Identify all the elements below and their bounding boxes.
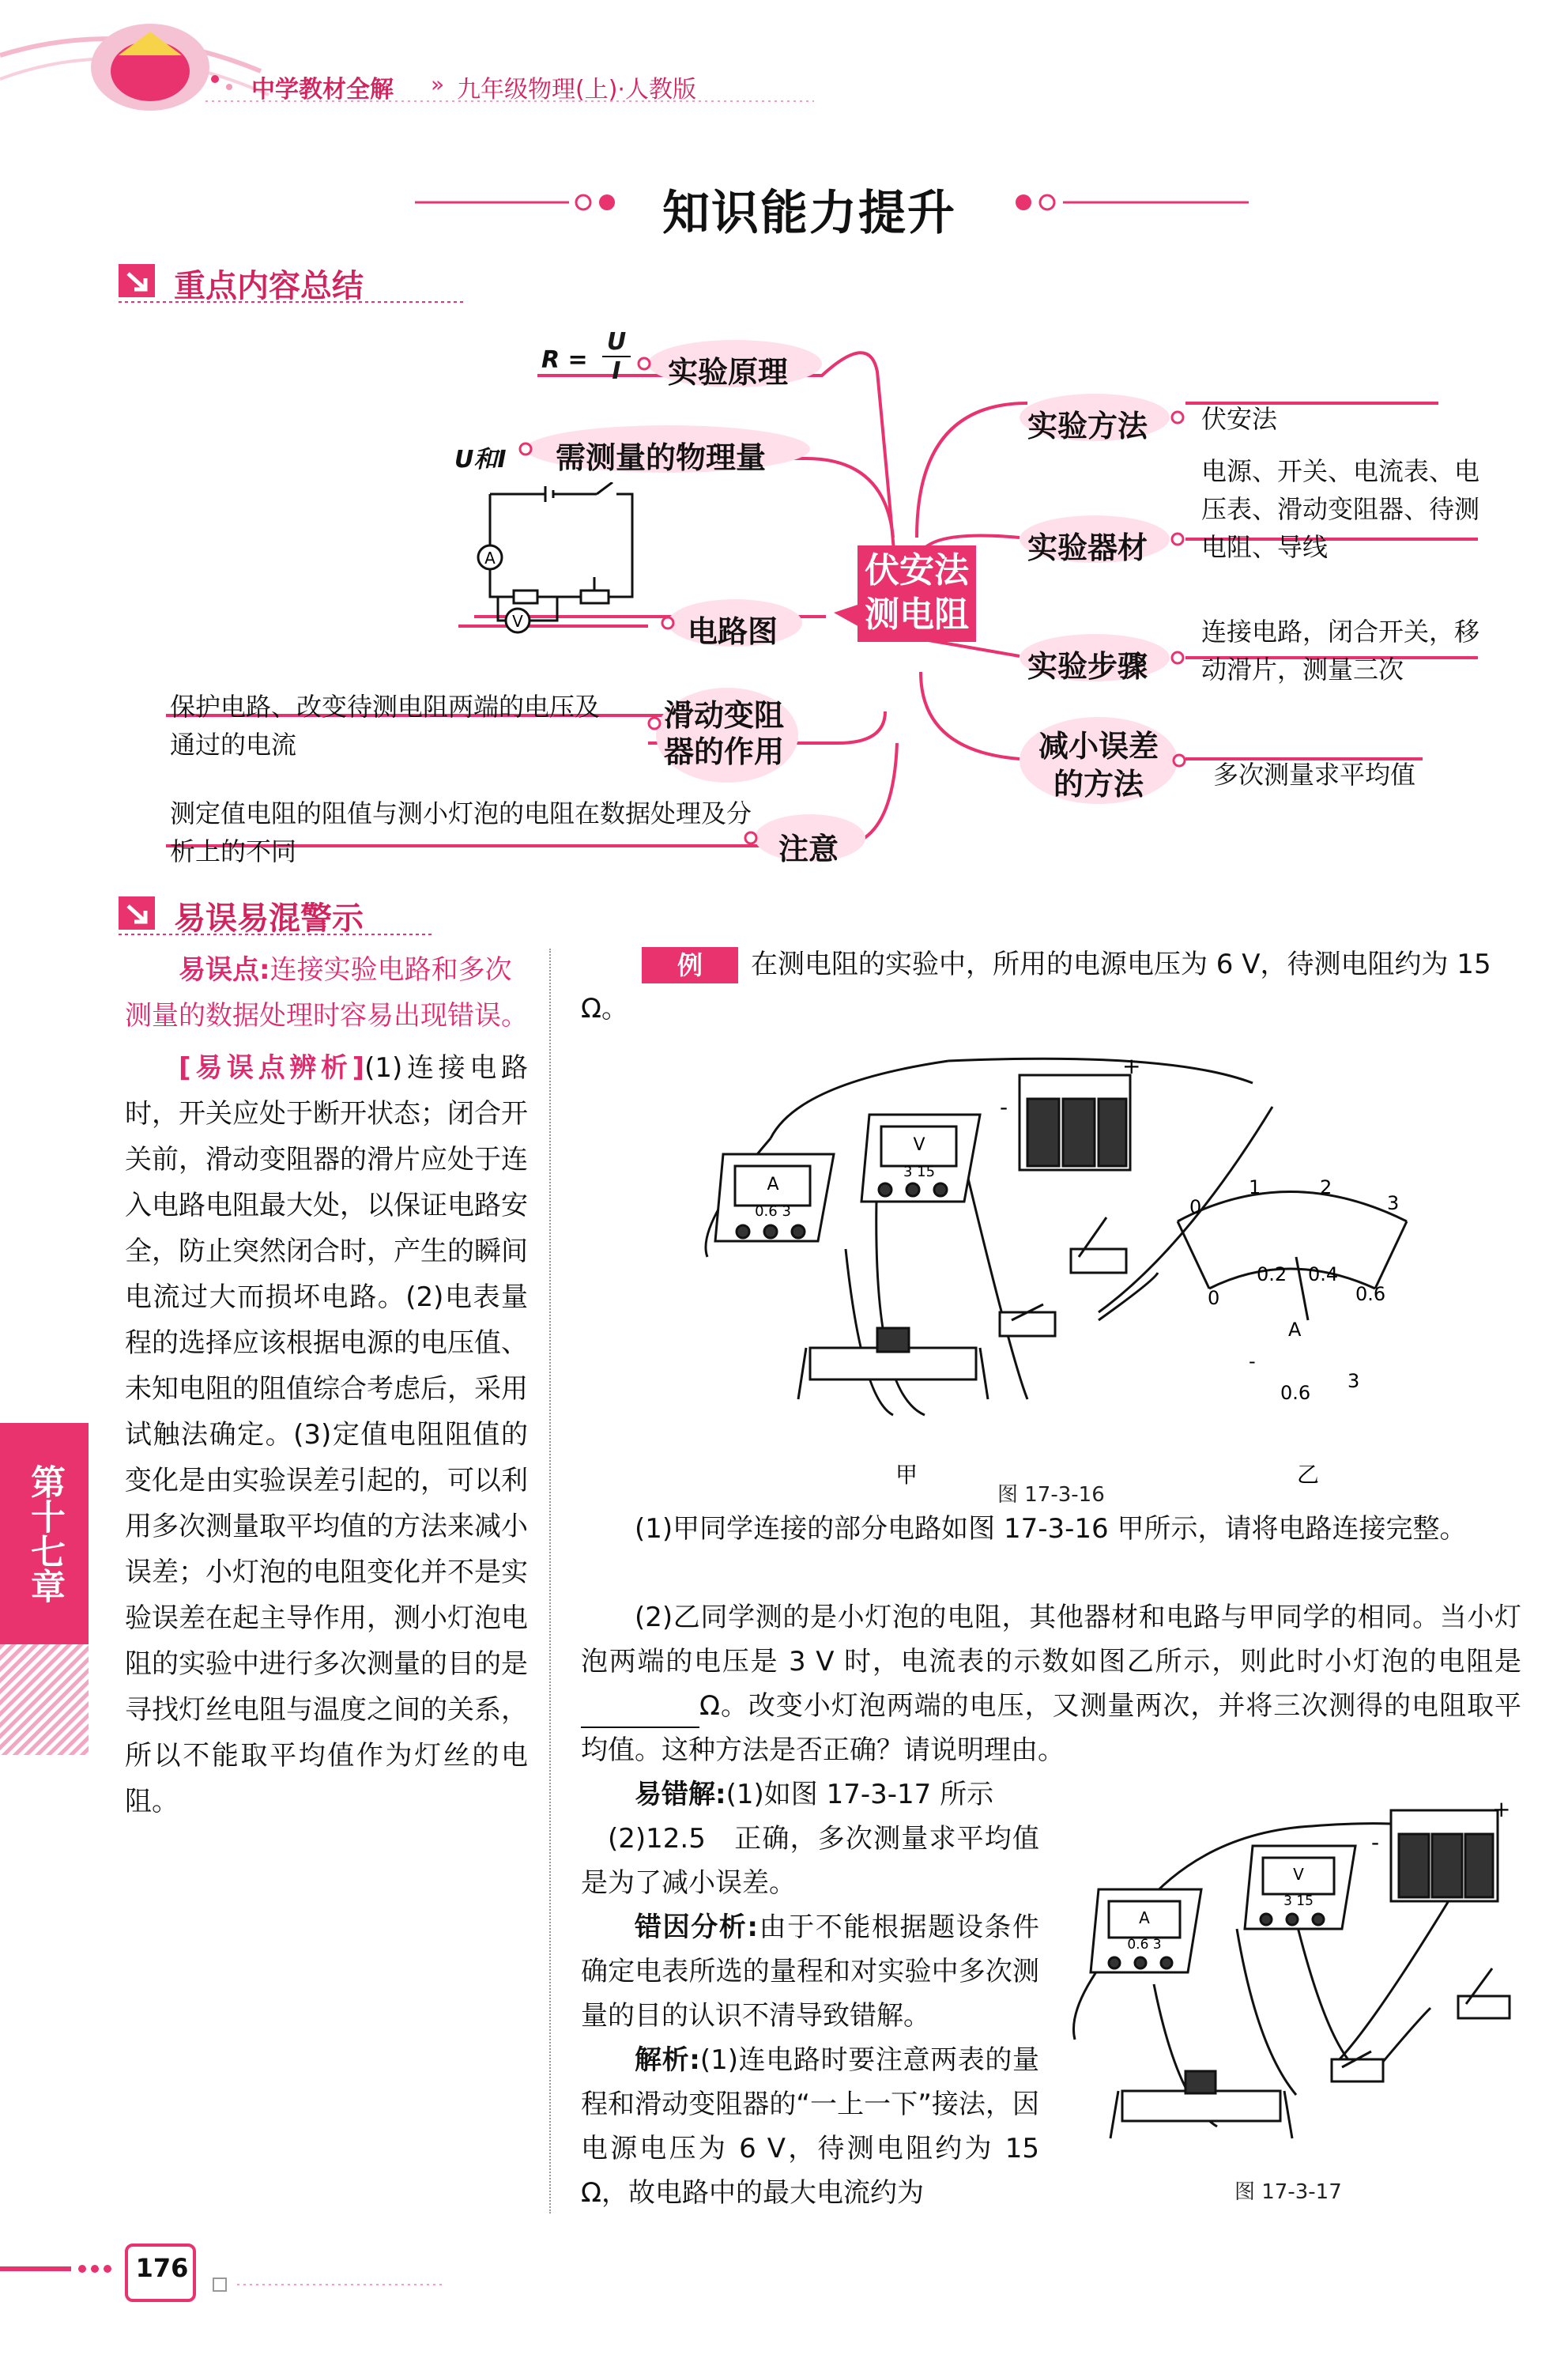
mistake-analysis-text: (1)连接电路时，开关应处于断开状态；闭合开关前，滑动变阻器的滑片应处于连入电路电阻最大处，以保证电路安全，防止突然闭合时，产生的瞬间电流过大而损坏电路。(2)电表量程的选择应该根据电源的电压值、未知电阻的阻值综合考虑后，采用试触法确定。(3)定值电阻阻值的变化是由实验误差引起的，可以利用多次测量取平均值的方法来减小误差；小灯泡的电阻变化并不是实验误差在起主导作用，测小灯泡电阻的实验中进行多次测量的目的是寻找灯丝电阻与温度之间的关系，所以不能取平均值作为灯丝的电阻。 [125,1052,529,1817]
wrong-answer-2: (2)12.5 正确，多次测量求平均值是为了减小误差。 [581,1823,1039,1899]
meter-top-0: 0 [1189,1196,1202,1218]
fig2-ammeter-label: A [1139,1908,1150,1927]
page-title: 知识能力提升 [662,186,956,241]
figure-17-3-17 [1059,1794,1549,2166]
fig2-caption: 图 17-3-17 [1234,2180,1342,2204]
node-rheostat [664,697,790,770]
formula-denominator: I [612,357,621,385]
meter-bottom-1: 0.2 [1257,1263,1287,1285]
chapter-tab-label: 第十七章 [0,1423,89,1644]
leaf-steps: 连接电路，闭合开关，移动滑片，测量三次 [1201,617,1480,685]
ammeter-label: A [767,1175,779,1194]
node-reduce-error [1035,727,1162,803]
footer-decoration [0,2237,1568,2332]
meter-terminal-minus: - [1249,1350,1256,1372]
formula-fraction [602,328,631,385]
voltmeter-symbol: V [512,612,523,631]
ammeter-scale: 0.6 3 [755,1203,791,1220]
example-intro-text: 在测电阻的实验中，所用的电源电压为 6 V，待测电阻约为 15 Ω。 [581,949,1491,1025]
meter-bottom-0: 0 [1208,1287,1220,1309]
fig2-battery-plus: + [1492,1796,1511,1822]
question-2-text-b: Ω。改变小灯泡两端的电压，又测量两次，并将三次测得的电阻取平均值。这种方法是否正确？请说明理由。 [581,1690,1521,1766]
wrong-answer [581,1772,1039,2215]
meter-top-1: 1 [1249,1176,1261,1198]
mistake-point [125,947,528,1039]
section-warning-title: 易误易混警示 [174,900,364,937]
meter-top-2: 2 [1320,1176,1332,1198]
meter-terminal-3: 3 [1348,1370,1360,1392]
meter-top-3: 3 [1387,1192,1400,1214]
fig2-voltmeter-scale: 3 15 [1283,1893,1314,1909]
question-2 [581,1595,1521,1772]
mistake-analysis [125,1045,528,1825]
question-2-text-a: (2)乙同学测的是小灯泡的电阻，其他器材和电路与甲同学的相同。当小灯泡两端的电压是 3 V 时，电流表的示数如图乙所示，则此时小灯泡的电阻是 [581,1602,1521,1677]
fig1-label-a: 甲 [895,1462,918,1488]
node-steps: 实验步骤 [1027,649,1148,684]
node-rheostat-text: 滑动变阻器的作用 [664,698,785,769]
header-bar [0,0,1568,119]
leaf-quantities: U和I [454,446,507,474]
meter-bottom-3: 0.6 [1355,1283,1386,1305]
arrow-icon [119,264,158,300]
mistake-point-text: 连接实验电路和多次测量的数据处理时容易出现错误。 [125,954,528,1032]
battery-plus: + [1122,1053,1141,1079]
mistake-point-label: 易误点: [179,954,270,986]
header-series: 中学教材全解 [251,76,394,104]
mindmap-center [858,545,976,642]
mindmap-center-line1: 伏安法 [865,550,969,591]
header-decoration [0,0,1568,119]
column-divider [549,949,551,2213]
wrong-answer-label: 易错解: [635,1779,726,1810]
left-column [125,947,528,1825]
example-intro [581,942,1521,1031]
figure-17-3-16 [680,1051,1470,1494]
node-method: 实验方法 [1027,409,1148,443]
ammeter-symbol: A [484,549,496,568]
wrong-answer-1: (1)如图 17-3-17 所示 [726,1779,994,1810]
meter-label: A [1288,1319,1302,1341]
meter-terminal-0.6: 0.6 [1280,1382,1311,1404]
fig2-ammeter-scale: 0.6 3 [1127,1937,1162,1953]
leaf-equipment: 电源、开关、电流表、电压表、滑动变阻器、待测电阻、导线 [1201,456,1480,562]
example-badge-label: 例 [677,950,703,980]
node-circuit: 电路图 [688,614,778,649]
node-quantities: 需测量的物理量 [556,440,767,475]
question-1-text: (1)甲同学连接的部分电路如图 17-3-16 甲所示，请将电路连接完整。 [635,1513,1467,1545]
battery-minus: - [1000,1094,1008,1120]
question-1 [581,1507,1521,1551]
voltmeter-label: V [913,1135,925,1155]
leaf-note: 测定值电阻的阻值与测小灯泡的电阻在数据处理及分析上的不同 [170,798,752,866]
fig1-caption: 图 17-3-16 [997,1483,1105,1507]
cause-text: 由于不能根据题设条件确定电表所选的量程和对实验中多次测量的目的认识不清导致错解。 [581,1911,1039,2032]
answer-blank[interactable] [581,1700,699,1728]
header-grade: 九年级物理(上)·人教版 [457,76,696,104]
mindmap-center-line2: 测电阻 [865,594,969,635]
mistake-analysis-label: [易误点辨析] [179,1052,365,1084]
node-note: 注意 [778,832,839,866]
formula-lhs: R = [541,346,588,374]
node-principle: 实验原理 [668,355,789,390]
page-number: 176 [135,2253,189,2283]
node-reduce-error-text: 减小误差的方法 [1038,729,1159,802]
leaf-method: 伏安法 [1201,404,1278,434]
node-equipment: 实验器材 [1027,530,1148,565]
circuit-diagram [466,482,656,648]
leaf-reduce-error: 多次测量求平均值 [1213,760,1416,790]
meter-bottom-2: 0.4 [1308,1263,1339,1285]
formula-numerator: U [602,328,631,357]
chapter-tab [0,1423,89,1755]
section-underline [119,931,474,947]
fig2-battery-minus: - [1371,1829,1380,1855]
arrow-icon [119,896,158,933]
chapter-tab-stripes [0,1644,89,1755]
cause-label: 错因分析: [635,1911,758,1943]
fig1-label-b: 乙 [1296,1462,1320,1488]
leaf-rheostat: 保护电路、改变待测电阻两端的电压及通过的电流 [170,692,601,760]
chevron-right-icon: » [431,71,445,97]
fig2-voltmeter-label: V [1293,1865,1304,1884]
section-summary-title: 重点内容总结 [174,268,364,304]
solution-text: (1)连电路时要注意两表的量程和滑动变阻器的“一上一下”接法，因电源电压为 6 V，待测电阻约为 15 Ω，故电路中的最大电流约为 [581,2044,1039,2209]
solution-label: 解析: [635,2044,700,2076]
voltmeter-scale: 3 15 [903,1164,936,1180]
